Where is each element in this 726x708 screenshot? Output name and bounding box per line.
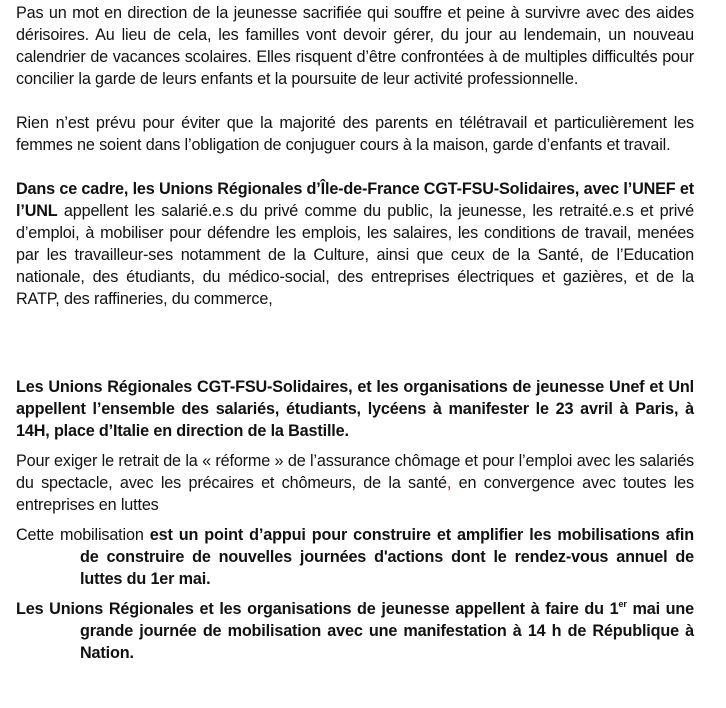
- red-comma: ,: [446, 474, 452, 492]
- paragraph-april-23-march: [16, 376, 694, 442]
- paragraph-text: Pas un mot en direction de la jeunesse sacrifiée qui souffre et peine à survivre avec des aides dérisoires. Au lieu de cela, les familles vont devoir gérer, du jour au lendemain, un nouveau calendrier de vacances scolaires. Elles risquent d’être confrontées à de multiples difficultés pour concilier la garde de leurs enfants et la poursuite de leur activité professionnelle.: [16, 4, 694, 88]
- paragraph-plain-lead: Cette mobilisation: [16, 526, 150, 544]
- paragraph-unions-call: [16, 178, 694, 310]
- paragraph-bold-text: est un point d’appui pour construire et amplifier les mobilisations afin de construire de nouvelles journées d'actions dont le rendez-vous annuel de luttes du 1er mai.: [80, 526, 694, 588]
- document-body: [16, 2, 694, 664]
- paragraph-text: appellent les salarié.e.s du privé comme du public, la jeunesse, les retraité.e.s et privé d’emploi, à mobiliser pour défendre les emplois, les salaires, les conditions de travail, menées par les travailleur-ses notamment de la Culture, ainsi que ceux de la Santé, de l’Education nationale, des étudiants, du médico-social, des entreprises électriques et gazières, et de la RATP, des raffineries, du commerce,: [16, 202, 694, 308]
- paragraph-telework: [16, 112, 694, 156]
- superscript-er: er: [618, 599, 627, 609]
- paragraph-text-after: en convergence avec toutes les entreprises en luttes: [16, 474, 694, 514]
- paragraph-bold-text: Les Unions Régionales CGT-FSU-Solidaires, et les organisations de jeunesse Unef et Unl appellent l’ensemble des salariés, étudiants, lycéens à manifester le 23 avril à Paris, à 14H, place d’Italie en direction de la Bastille.: [16, 378, 694, 440]
- paragraph-youth-families: [16, 2, 694, 90]
- spacer: [16, 332, 694, 354]
- paragraph-bold-lead: Dans ce cadre, les Unions Régionales d’Île-de-France CGT-FSU-Solidaires, avec l’UNEF et l’UNL: [16, 180, 694, 220]
- paragraph-demands: [16, 450, 694, 516]
- paragraph-mobilisation-point: [16, 524, 694, 590]
- paragraph-text: Rien n’est prévu pour éviter que la majorité des parents en télétravail et particulièrement les femmes ne soient dans l’obligation de conjuguer cours à la maison, garde d’enfants et travail.: [16, 114, 694, 154]
- paragraph-bold-before: Les Unions Régionales et les organisations de jeunesse appellent à faire du 1: [16, 600, 619, 618]
- paragraph-may-day: [16, 598, 694, 664]
- paragraph-text-before: Pour exiger le retrait de la « réforme » de l’assurance chômage et pour l’emploi avec les salariés du spectacle, avec les précaires et chômeurs, de la santé: [16, 452, 694, 492]
- paragraph-bold-after: mai une grande journée de mobilisation avec une manifestation à 14 h de République à Nation.: [80, 600, 694, 662]
